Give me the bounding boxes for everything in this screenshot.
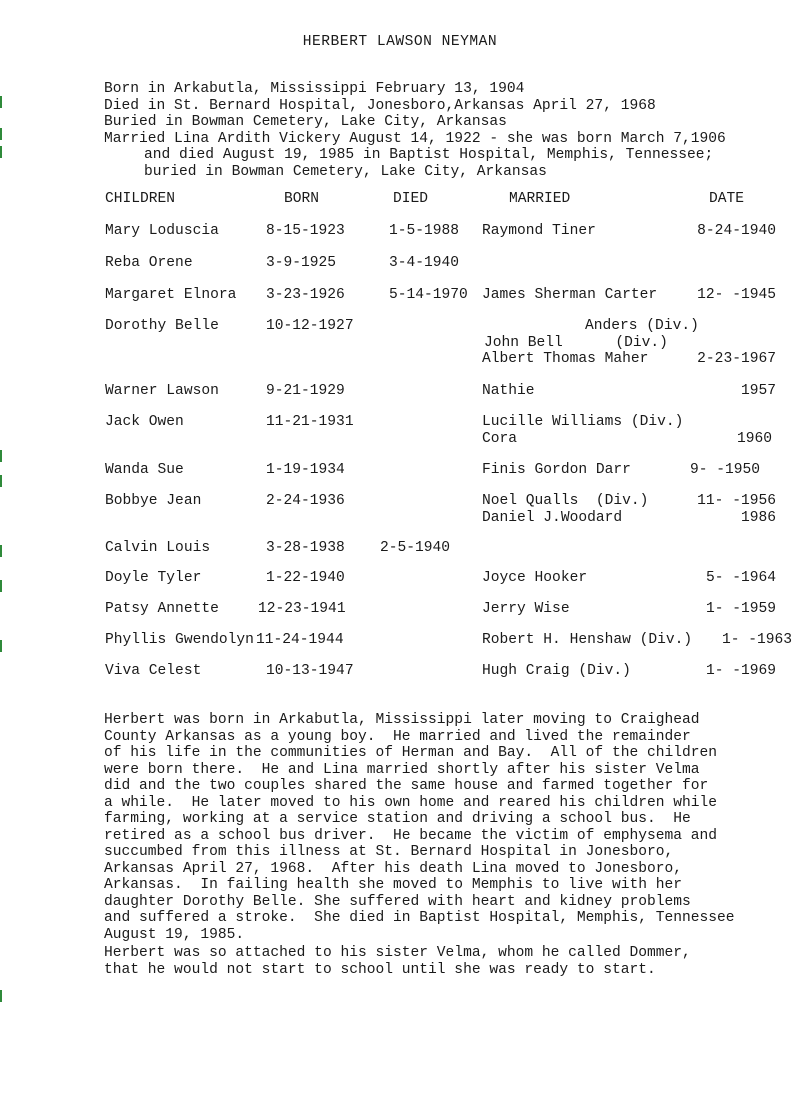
child-died: 3-4-1940 bbox=[389, 255, 460, 271]
scan-edge-mark bbox=[0, 640, 2, 652]
narrative-line: that he would not start to school until she was ready to start. bbox=[104, 961, 656, 978]
child-married: Daniel J.Woodard bbox=[482, 510, 623, 526]
bio-line: Born in Arkabutla, Mississippi February 13, 1904 bbox=[104, 81, 525, 97]
child-born: 3-28-1938 bbox=[266, 540, 345, 556]
narrative-line: Herbert was born in Arkabutla, Mississippi later moving to Craighead bbox=[104, 712, 700, 728]
narrative-paragraph bbox=[104, 945, 794, 978]
child-born: 8-15-1923 bbox=[266, 223, 345, 239]
child-marriage-date: 1- -1959 bbox=[705, 601, 776, 617]
child-name: Margaret Elnora bbox=[105, 287, 237, 303]
child-married: Raymond Tiner bbox=[482, 223, 596, 239]
child-born: 10-12-1927 bbox=[266, 318, 354, 334]
scan-edge-mark bbox=[0, 475, 2, 487]
child-marriage-date: 11- -1956 bbox=[697, 493, 776, 509]
narrative-line: daughter Dorothy Belle. She suffered with heart and kidney problems bbox=[104, 893, 691, 910]
child-name: Mary Loduscia bbox=[105, 223, 219, 239]
narrative-paragraph bbox=[104, 712, 794, 943]
child-marriage-date: 8-24-1940 bbox=[697, 223, 776, 239]
child-name: Jack Owen bbox=[105, 414, 184, 430]
child-born: 3-23-1926 bbox=[266, 287, 345, 303]
child-married: Finis Gordon Darr bbox=[482, 462, 631, 478]
child-married: Anders (Div.) bbox=[585, 318, 699, 334]
child-name: Reba Orene bbox=[105, 255, 193, 271]
narrative-line: succumbed from this illness at St. Bernard Hospital in Jonesboro, bbox=[104, 844, 674, 860]
narrative-line: August 19, 1985. bbox=[104, 926, 245, 943]
scan-edge-mark bbox=[0, 450, 2, 462]
narrative-line: Arkansas. In failing health she moved to Memphis to live with her bbox=[104, 877, 683, 893]
child-married: Cora bbox=[482, 431, 518, 447]
narrative-line: and suffered a stroke. She died in Baptist Hospital, Memphis, Tennessee bbox=[104, 910, 735, 926]
scan-edge-mark bbox=[0, 545, 2, 557]
bio-line: and died August 19, 1985 in Baptist Hospital, Memphis, Tennessee; bbox=[144, 147, 714, 163]
scan-edge-mark bbox=[0, 580, 2, 592]
header-children: CHILDREN bbox=[105, 191, 176, 207]
child-married: Noel Qualls (Div.) bbox=[482, 493, 649, 509]
child-born: 10-13-1947 bbox=[266, 663, 354, 679]
child-marriage-date: 1960 bbox=[736, 431, 772, 447]
child-born: 12-23-1941 bbox=[258, 601, 346, 617]
child-born: 11-24-1944 bbox=[256, 632, 344, 648]
child-name: Wanda Sue bbox=[105, 462, 184, 478]
narrative-line: did and the two couples shared the same house and farmed together for bbox=[104, 778, 709, 794]
child-name: Dorothy Belle bbox=[105, 318, 219, 334]
child-died: 2-5-1940 bbox=[380, 540, 451, 556]
bio-line: Married Lina Ardith Vickery August 14, 1922 - she was born March 7,1906 bbox=[104, 130, 726, 147]
header-date: DATE bbox=[708, 191, 744, 207]
child-marriage-date: 9- -1950 bbox=[689, 462, 760, 478]
scan-edge-mark bbox=[0, 96, 2, 108]
bio-line: Died in St. Bernard Hospital, Jonesboro,Arkansas April 27, 1968 bbox=[104, 97, 656, 114]
child-born: 11-21-1931 bbox=[266, 414, 354, 430]
child-born: 1-19-1934 bbox=[266, 462, 345, 478]
child-name: Doyle Tyler bbox=[105, 570, 202, 586]
child-married: Nathie bbox=[482, 383, 535, 399]
child-died: 1-5-1988 bbox=[389, 223, 460, 239]
narrative-line: Herbert was so attached to his sister Velma, whom he called Dommer, bbox=[104, 945, 691, 961]
child-married: Lucille Williams (Div.) bbox=[482, 414, 684, 430]
child-born: 2-24-1936 bbox=[266, 493, 345, 509]
scan-edge-mark bbox=[0, 128, 2, 140]
child-name: Viva Celest bbox=[105, 663, 202, 679]
child-married: Jerry Wise bbox=[482, 601, 570, 617]
child-married: John Bell (Div.) bbox=[484, 335, 668, 351]
child-married: Hugh Craig (Div.) bbox=[482, 663, 631, 679]
child-born: 9-21-1929 bbox=[266, 383, 345, 399]
child-married: Robert H. Henshaw (Div.) bbox=[482, 632, 693, 648]
child-marriage-date: 5- -1964 bbox=[705, 570, 776, 586]
bio-block bbox=[104, 81, 726, 180]
child-marriage-date: 12- -1945 bbox=[697, 287, 776, 303]
narrative-line: Arkansas April 27, 1968. After his death Lina moved to Jonesboro, bbox=[104, 860, 683, 877]
narrative-line: farming, working at a service station and driving a school bus. He bbox=[104, 811, 691, 827]
narrative-line: a while. He later moved to his own home and reared his children while bbox=[104, 794, 718, 811]
bio-line: Buried in Bowman Cemetery, Lake City, Arkansas bbox=[104, 114, 507, 130]
child-marriage-date: 1986 bbox=[740, 510, 776, 526]
narrative-line: were born there. He and Lina married shortly after his sister Velma bbox=[104, 761, 700, 778]
narrative-line: County Arkansas as a young boy. He married and lived the remainder bbox=[104, 728, 691, 745]
narrative-line: retired as a school bus driver. He became the victim of emphysema and bbox=[104, 827, 718, 844]
header-born: BORN bbox=[284, 191, 320, 207]
header-married: MARRIED bbox=[509, 191, 571, 207]
child-name: Warner Lawson bbox=[105, 383, 219, 399]
child-name: Calvin Louis bbox=[105, 540, 211, 556]
child-name: Phyllis Gwendolyn bbox=[105, 632, 254, 648]
bio-line: buried in Bowman Cemetery, Lake City, Arkansas bbox=[144, 163, 547, 180]
scan-edge-mark bbox=[0, 146, 2, 158]
child-marriage-date: 1957 bbox=[740, 383, 776, 399]
child-died: 5-14-1970 bbox=[389, 287, 468, 303]
child-marriage-date: 1- -1969 bbox=[705, 663, 776, 679]
child-born: 1-22-1940 bbox=[266, 570, 345, 586]
child-married: Joyce Hooker bbox=[482, 570, 588, 586]
child-name: Patsy Annette bbox=[105, 601, 219, 617]
header-died: DIED bbox=[393, 191, 429, 207]
child-married: James Sherman Carter bbox=[482, 287, 658, 303]
child-marriage-date: 2-23-1967 bbox=[697, 351, 776, 367]
page-title: HERBERT LAWSON NEYMAN bbox=[302, 34, 498, 50]
narrative-line: of his life in the communities of Herman and Bay. All of the children bbox=[104, 745, 718, 761]
child-marriage-date: 1- -1963 bbox=[721, 632, 792, 648]
child-married: Albert Thomas Maher bbox=[482, 351, 649, 367]
child-name: Bobbye Jean bbox=[105, 493, 202, 509]
scan-edge-mark bbox=[0, 990, 2, 1002]
child-born: 3-9-1925 bbox=[266, 255, 337, 271]
